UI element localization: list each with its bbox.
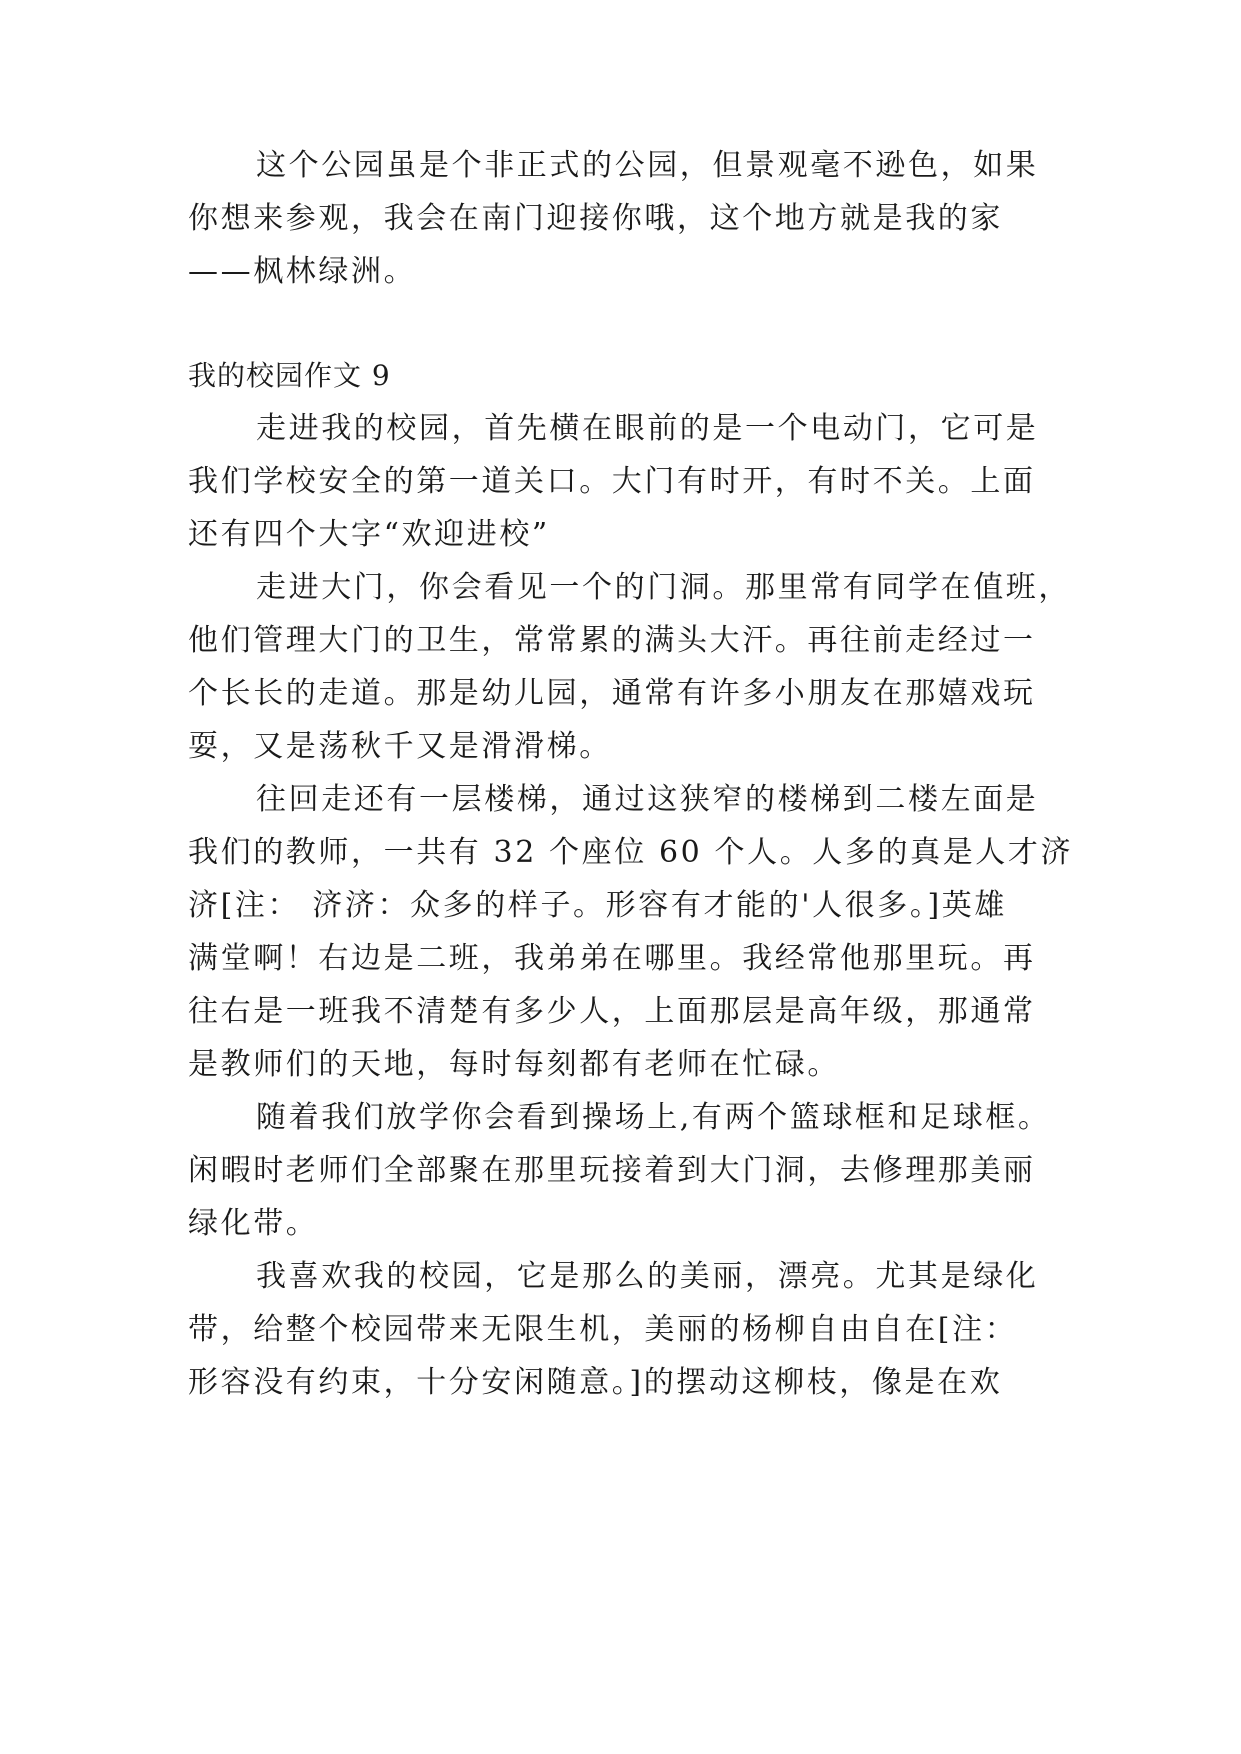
paragraph-line: 济[注： 济济：众多的样子。形容有才能的'人很多。]英雄 [188, 888, 1007, 923]
paragraph-line: 我们学校安全的第一道关口。大门有时开，有时不关。上面 [188, 464, 1036, 499]
paragraph-line: 个长长的走道。那是幼儿园，通常有许多小朋友在那嬉戏玩 [188, 676, 1036, 711]
paragraph-line: 带，给整个校园带来无限生机，美丽的杨柳自由自在[注： [188, 1312, 1018, 1347]
paragraph-line: 我喜欢我的校园，它是那么的美丽，漂亮。尤其是绿化 [256, 1259, 1039, 1294]
paragraph-line: 我们的教师，一共有 32 个座位 60 个人。人多的真是人才济 [188, 835, 1074, 870]
paragraph-line: 闲暇时老师们全部聚在那里玩接着到大门洞，去修理那美丽 [188, 1153, 1036, 1188]
paragraph-line: ——枫林绿洲。 [188, 254, 417, 289]
paragraph-line: 是教师们的天地，每时每刻都有老师在忙碌。 [188, 1047, 840, 1082]
paragraph-line: 他们管理大门的卫生，常常累的满头大汗。再往前走经过一 [188, 623, 1036, 658]
paragraph-line: 你想来参观，我会在南门迎接你哦，这个地方就是我的家 [188, 201, 1003, 236]
section-heading: 我的校园作文 9 [188, 359, 391, 392]
paragraph-line: 绿化带。 [188, 1206, 319, 1241]
paragraph-line: 走进我的校园，首先横在眼前的是一个电动门，它可是 [256, 411, 1039, 446]
paragraph-line: 这个公园虽是个非正式的公园，但景观毫不逊色，如果 [256, 148, 1039, 183]
paragraph-line: 往回走还有一层楼梯，通过这狭窄的楼梯到二楼左面是 [256, 782, 1039, 817]
paragraph-line: 满堂啊！右边是二班，我弟弟在哪里。我经常他那里玩。再 [188, 941, 1036, 976]
paragraph-line: 形容没有约束，十分安闲随意。]的摆动这柳枝，像是在欢 [188, 1365, 1003, 1400]
paragraph-line: 耍，又是荡秋千又是滑滑梯。 [188, 729, 612, 764]
paragraph-line: 走进大门，你会看见一个的门洞。那里常有同学在值班， [256, 570, 1071, 605]
paragraph-line: 随着我们放学你会看到操场上,有两个篮球框和足球框。 [256, 1100, 1051, 1135]
paragraph-line: 往右是一班我不清楚有多少人，上面那层是高年级，那通常 [188, 994, 1036, 1029]
paragraph-line: 还有四个大字“欢迎进校” [188, 517, 550, 552]
